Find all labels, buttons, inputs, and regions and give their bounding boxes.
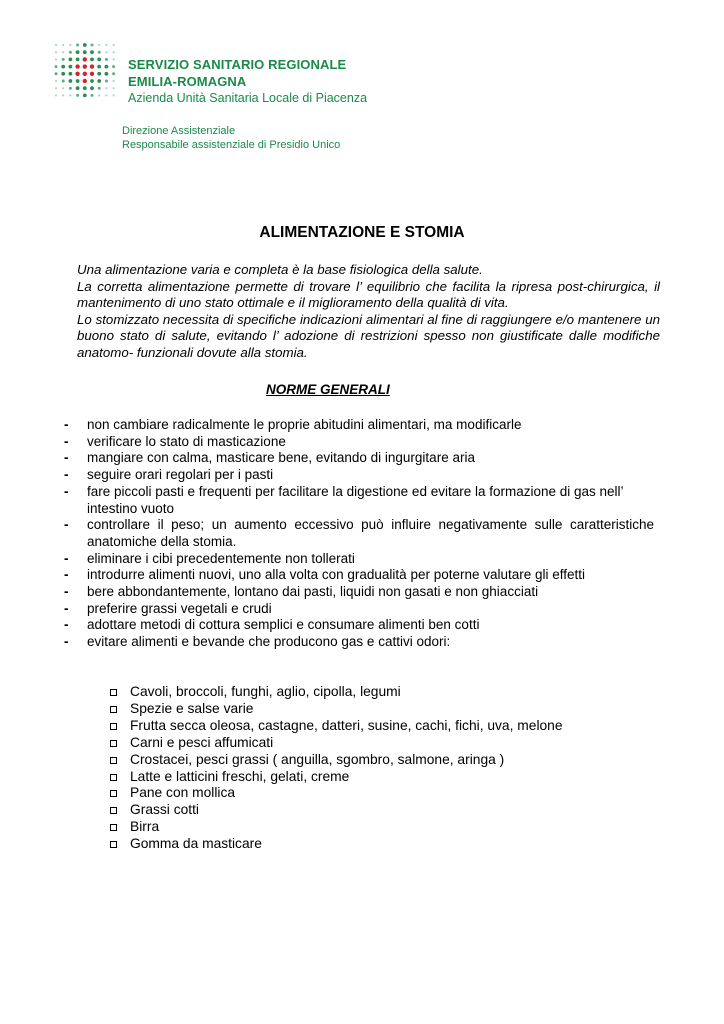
intro-paragraph bbox=[77, 262, 660, 362]
rule-item bbox=[64, 584, 654, 601]
general-rules-list bbox=[64, 417, 654, 651]
food-text: Spezie e salse varie bbox=[130, 700, 254, 716]
logo-dot bbox=[69, 72, 73, 76]
food-item bbox=[110, 769, 563, 786]
logo-dot bbox=[76, 94, 79, 97]
rule-item bbox=[64, 601, 654, 618]
logo-dot bbox=[83, 64, 87, 68]
dash-bullet: - bbox=[64, 433, 69, 449]
logo-dot bbox=[69, 44, 71, 46]
logo-dot bbox=[55, 51, 57, 53]
logo-dot bbox=[69, 58, 73, 62]
logo-dot bbox=[55, 44, 57, 46]
logo-dot bbox=[112, 65, 115, 68]
logo-dot bbox=[55, 80, 57, 82]
logo-dot bbox=[76, 58, 80, 62]
rule-text: mangiare con calma, masticare bene, evitando di ingurgitare aria bbox=[87, 450, 475, 466]
logo-dot bbox=[69, 51, 72, 54]
food-item bbox=[110, 735, 563, 752]
organization-name-block bbox=[128, 56, 367, 107]
logo-dot bbox=[90, 86, 94, 90]
food-text: Pane con mollica bbox=[130, 785, 236, 801]
logo-dot bbox=[113, 87, 115, 89]
dash-bullet: - bbox=[64, 483, 69, 499]
food-text: Cavoli, broccoli, funghi, aglio, cipolla, legumi bbox=[130, 684, 401, 699]
rule-text: introdurre alimenti nuovi, uno alla volta con gradualità per poterne valutare gli effetti bbox=[87, 567, 586, 583]
food-text: Carni e pesci affumicati bbox=[130, 734, 274, 750]
logo-dot bbox=[97, 79, 101, 83]
rule-text: bere abbondantemente, lontano dai pasti, liquidi non gasati e non ghiacciati bbox=[87, 584, 539, 600]
food-item bbox=[110, 684, 563, 701]
logo-dot bbox=[69, 94, 71, 96]
logo-dot bbox=[98, 51, 101, 54]
rule-item bbox=[64, 417, 654, 434]
logo-dot bbox=[97, 72, 101, 76]
food-item bbox=[110, 836, 563, 853]
dash-bullet: - bbox=[64, 600, 69, 616]
food-item bbox=[110, 802, 563, 819]
logo-dot bbox=[55, 87, 57, 89]
food-item bbox=[110, 819, 563, 836]
rule-text: seguire orari regolari per i pasti bbox=[87, 467, 274, 483]
rule-item bbox=[64, 434, 654, 451]
logo-dot bbox=[105, 80, 108, 83]
logo-dot bbox=[97, 58, 101, 62]
logo-dot bbox=[75, 72, 79, 76]
rule-text: controllare il peso; un aumento eccessivo può influire negativamente sulle caratteristiche anatomiche della stomia. bbox=[87, 517, 654, 549]
rule-item bbox=[64, 450, 654, 467]
logo-dot bbox=[90, 79, 94, 83]
food-item bbox=[110, 718, 563, 735]
dash-bullet: - bbox=[64, 550, 69, 566]
logo-dot bbox=[83, 43, 87, 47]
document-title bbox=[0, 224, 724, 242]
logo-dot bbox=[69, 87, 72, 90]
logo-dot bbox=[113, 58, 115, 60]
dash-bullet: - bbox=[64, 517, 69, 533]
checkbox-bullet-icon bbox=[110, 841, 117, 848]
rule-text: preferire grassi vegetali e crudi bbox=[87, 600, 272, 616]
department-block bbox=[122, 124, 340, 152]
food-text: Crostacei, pesci grassi ( anguilla, sgombro, salmone, aringa ) bbox=[130, 751, 505, 767]
logo-dot bbox=[62, 80, 65, 83]
logo-dot bbox=[90, 50, 94, 54]
logo-dot bbox=[61, 72, 65, 76]
logo-dot bbox=[61, 65, 65, 69]
checkbox-bullet-icon bbox=[110, 774, 117, 781]
food-text: Grassi cotti bbox=[130, 802, 199, 818]
organization-name-line3: Azienda Unità Sanitaria Locale di Piacenza bbox=[128, 91, 368, 105]
logo-dot bbox=[55, 72, 58, 75]
logo-dot bbox=[55, 58, 57, 60]
logo-dot bbox=[83, 72, 87, 76]
dash-bullet: - bbox=[64, 417, 69, 432]
checkbox-bullet-icon bbox=[110, 807, 117, 814]
rule-text: non cambiare radicalmente le proprie abitudini alimentari, ma modificarle bbox=[87, 417, 522, 432]
logo-dot bbox=[55, 65, 58, 68]
organization-name-line2: EMILIA-ROMAGNA bbox=[128, 74, 247, 89]
logo-dot bbox=[62, 58, 65, 61]
rule-item bbox=[64, 567, 654, 584]
logo-dot bbox=[76, 79, 80, 83]
rule-item bbox=[64, 617, 654, 634]
checkbox-bullet-icon bbox=[110, 824, 117, 831]
foods-to-avoid-list bbox=[110, 684, 563, 853]
logo-dot bbox=[98, 94, 100, 96]
logo-dot bbox=[62, 44, 64, 46]
logo-dot bbox=[76, 44, 79, 47]
checkbox-bullet-icon bbox=[110, 790, 117, 797]
logo-dot bbox=[83, 50, 87, 54]
dash-bullet: - bbox=[64, 467, 69, 483]
logo-dot bbox=[105, 87, 107, 89]
food-text: Gomma da masticare bbox=[130, 836, 262, 852]
logo-dot bbox=[91, 44, 94, 47]
logo-dot bbox=[62, 51, 64, 53]
food-item bbox=[110, 785, 563, 802]
logo-dot bbox=[105, 44, 107, 46]
logo-dot bbox=[83, 86, 87, 90]
logo-dot bbox=[90, 64, 94, 68]
logo-dot bbox=[62, 87, 64, 89]
rule-text: fare piccoli pasti e frequenti per facilitare la digestione ed evitare la formazione di gas nell’ intestino vuoto bbox=[87, 483, 624, 516]
logo-dot bbox=[90, 58, 94, 62]
rule-text: evitare alimenti e bevande che producono gas e cattivi odori: bbox=[87, 634, 451, 650]
checkbox-bullet-icon bbox=[110, 689, 117, 696]
logo-dot bbox=[62, 94, 64, 96]
logo-dot bbox=[113, 44, 115, 46]
dash-bullet: - bbox=[64, 634, 69, 650]
logo-dot bbox=[76, 50, 80, 54]
logo-dot bbox=[113, 80, 115, 82]
logo-dot bbox=[98, 44, 100, 46]
logo-dot bbox=[113, 51, 115, 53]
rule-item bbox=[64, 634, 654, 651]
food-text: Birra bbox=[130, 819, 160, 835]
logo-dot bbox=[97, 65, 101, 69]
organization-logo bbox=[52, 41, 118, 103]
checkbox-bullet-icon bbox=[110, 740, 117, 747]
rule-item bbox=[64, 467, 654, 484]
intro-line: Una alimentazione varia e completa è la base fisiologica della salute. bbox=[77, 262, 483, 277]
logo-dot bbox=[113, 94, 115, 96]
logo-dot bbox=[69, 79, 73, 83]
checkbox-bullet-icon bbox=[110, 723, 117, 730]
logo-dot bbox=[105, 72, 109, 76]
logo-dot bbox=[91, 94, 94, 97]
dash-bullet: - bbox=[64, 617, 69, 633]
logo-dot bbox=[83, 94, 87, 98]
checkbox-bullet-icon bbox=[110, 706, 117, 713]
logo-dot bbox=[105, 58, 108, 61]
rule-item bbox=[64, 517, 654, 550]
logo-dot bbox=[83, 79, 87, 83]
document-title-text: ALIMENTAZIONE E STOMIA bbox=[259, 224, 465, 241]
intro-line: Lo stomizzato necessita di specifiche indicazioni alimentari al fine di raggiungere e/o mantenere un buono stato di salute, evitando l’ adozione di restrizioni spesso non giustificate dalle modifiche anatomo- funzionali dovute alla stomia. bbox=[77, 311, 660, 360]
food-item bbox=[110, 701, 563, 718]
food-text: Latte e latticini freschi, gelati, creme bbox=[130, 768, 350, 784]
logo-dot bbox=[105, 94, 107, 96]
rule-item bbox=[64, 484, 654, 517]
food-item bbox=[110, 752, 563, 769]
checkbox-bullet-icon bbox=[110, 757, 117, 764]
logo-dot bbox=[76, 86, 80, 90]
logo-dot bbox=[69, 65, 73, 69]
logo-dot bbox=[105, 51, 107, 53]
section-title: NORME GENERALI bbox=[266, 382, 390, 397]
logo-dot bbox=[105, 65, 109, 69]
rule-text: adottare metodi di cottura semplici e consumare alimenti ben cotti bbox=[87, 617, 480, 633]
logo-dot bbox=[83, 57, 87, 61]
intro-line: La corretta alimentazione permette di trovare l’ equilibrio che facilita la ripresa post-chirurgica, il mantenimento di uno stato ottimale e il miglioramento della qualità di vita. bbox=[77, 278, 660, 311]
rule-item bbox=[64, 551, 654, 568]
logo-dot bbox=[55, 94, 57, 96]
logo-dot bbox=[75, 64, 79, 68]
food-text: Frutta secca oleosa, castagne, datteri, susine, cachi, fichi, uva, melone bbox=[130, 717, 563, 733]
dash-bullet: - bbox=[64, 567, 69, 583]
logo-dot bbox=[90, 72, 94, 76]
dash-bullet: - bbox=[64, 450, 69, 466]
organization-name-line1: SERVIZIO SANITARIO REGIONALE bbox=[128, 57, 347, 72]
rule-text: eliminare i cibi precedentemente non tollerati bbox=[87, 550, 355, 566]
department-role: Responsabile assistenziale di Presidio Unico bbox=[122, 139, 341, 151]
logo-dot bbox=[112, 72, 115, 75]
rule-text: verificare lo stato di masticazione bbox=[87, 433, 286, 449]
logo-dot bbox=[98, 87, 101, 90]
department-name: Direzione Assistenziale bbox=[122, 125, 236, 137]
dash-bullet: - bbox=[64, 584, 69, 600]
